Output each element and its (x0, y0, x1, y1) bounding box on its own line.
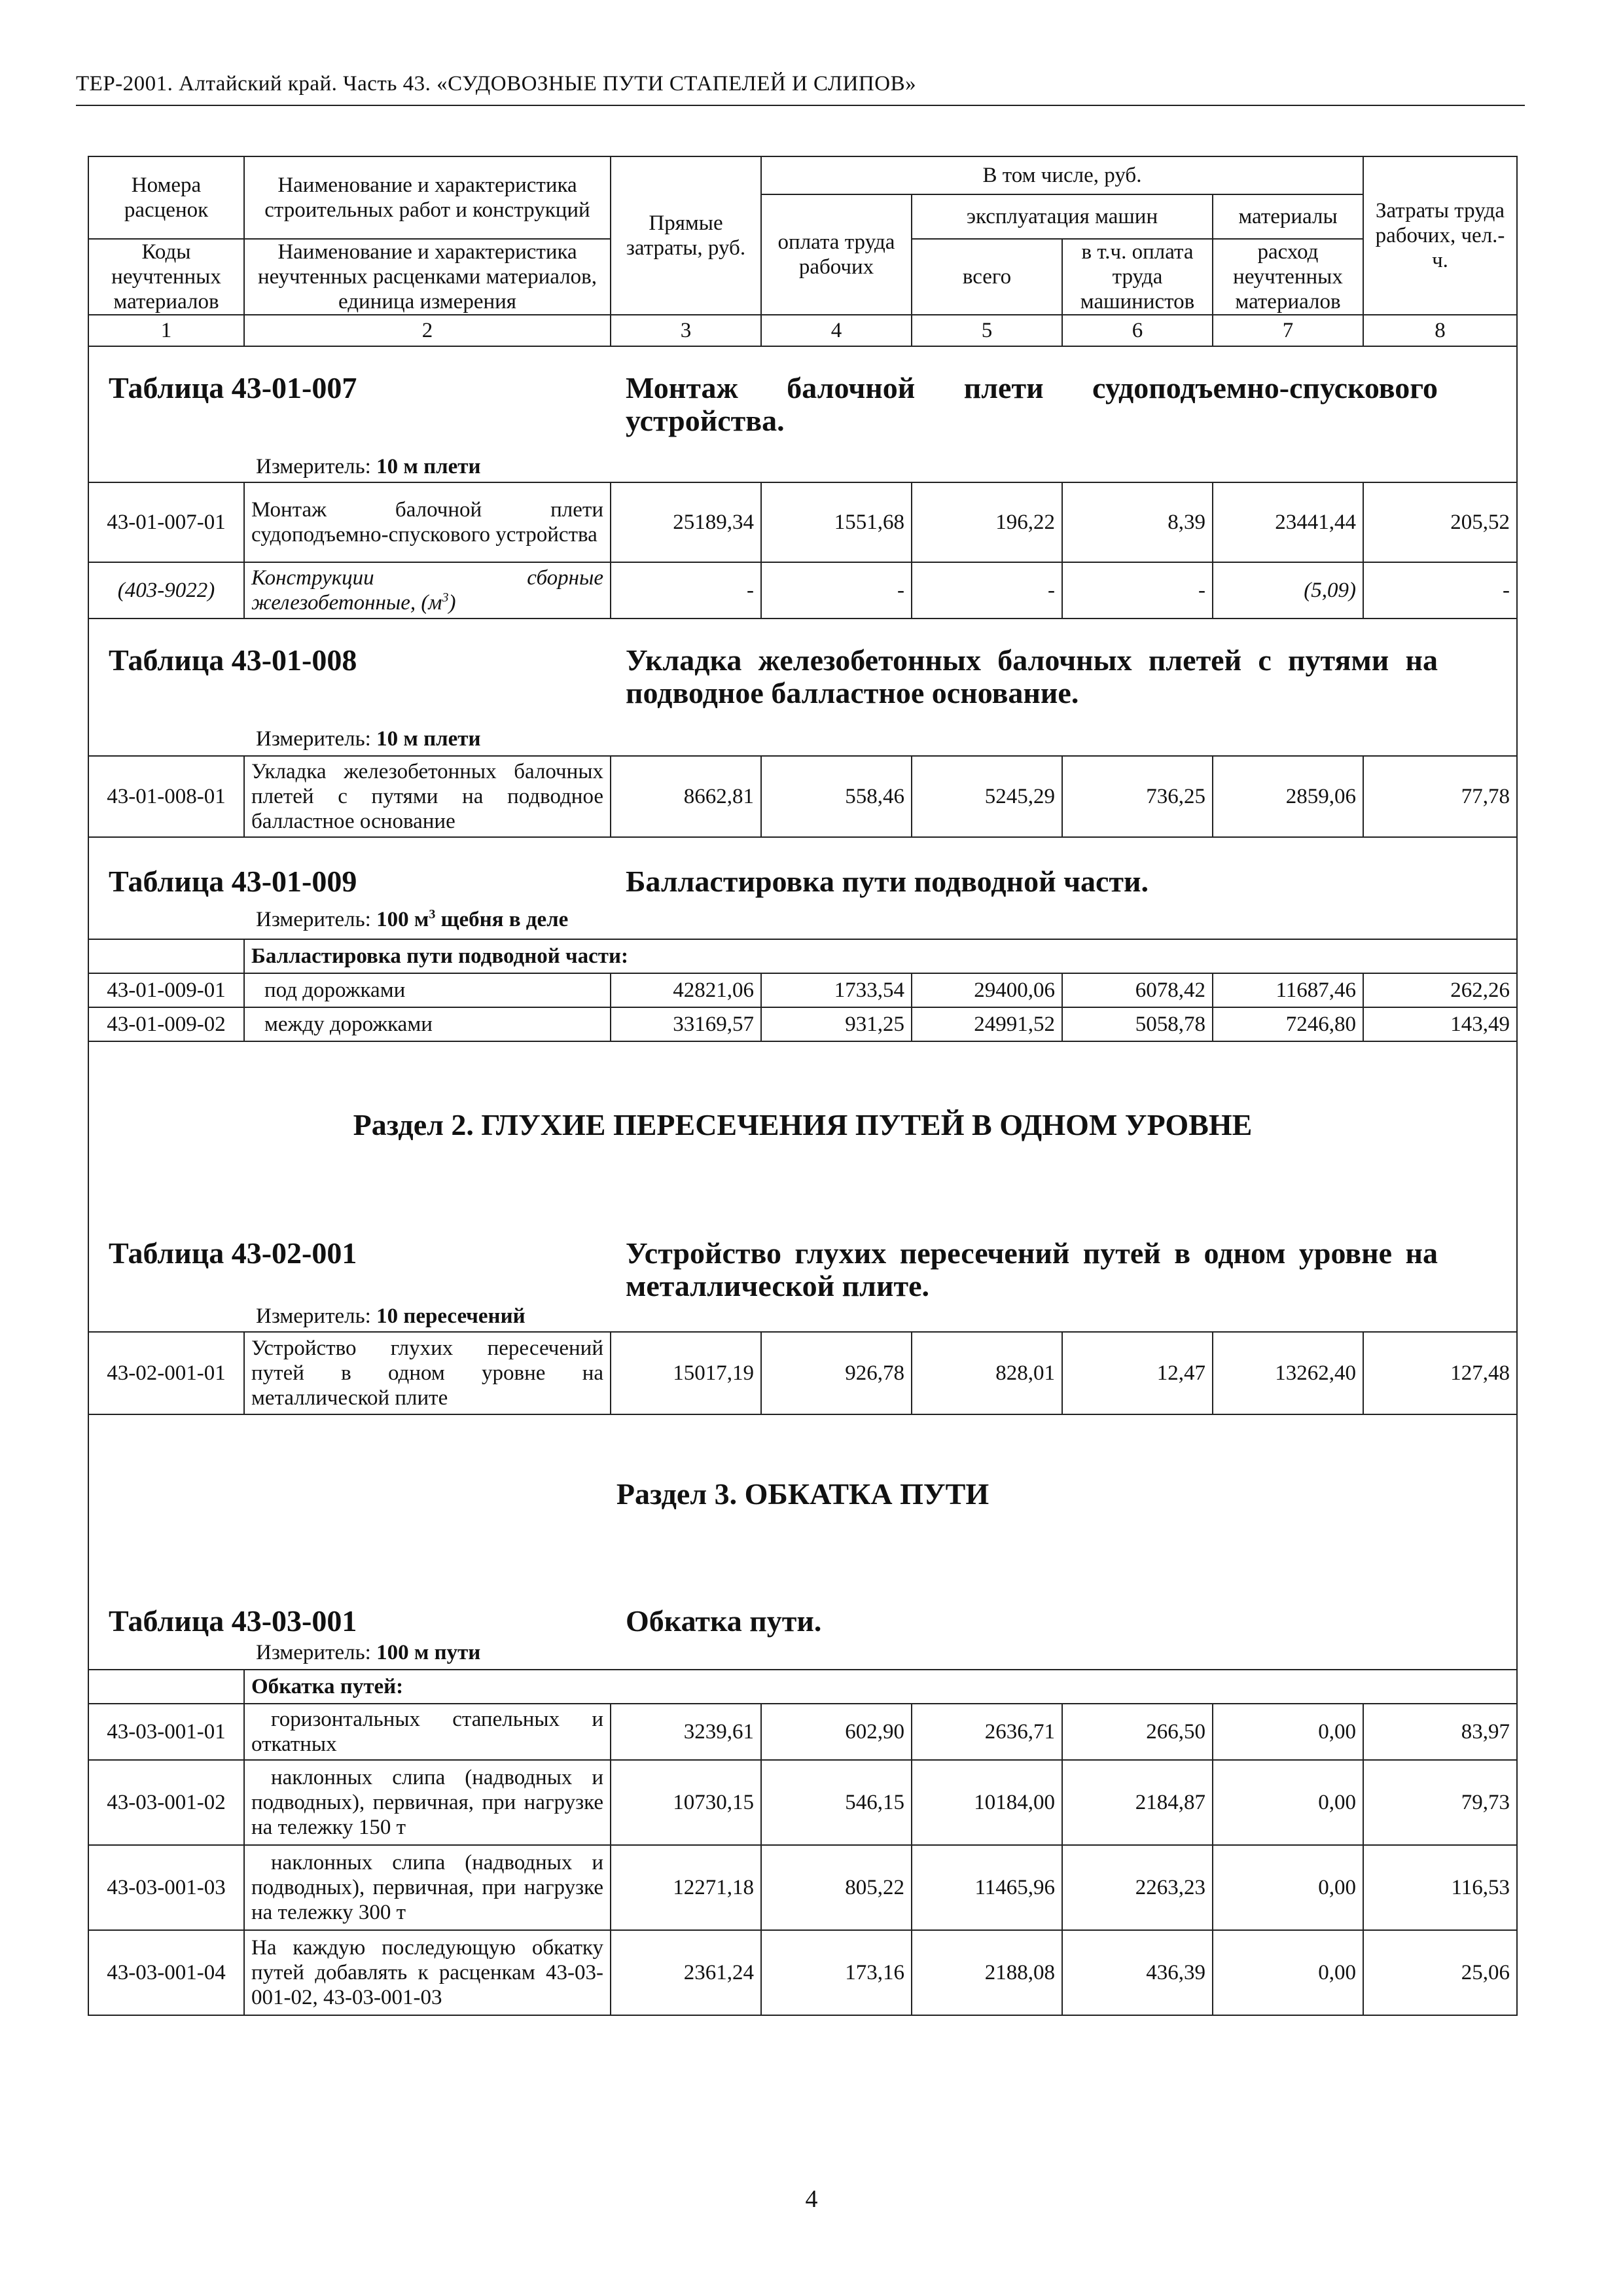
labor-costs: 205,52 (1363, 482, 1517, 562)
page-number: 4 (805, 2185, 818, 2213)
worker-pay: 602,90 (761, 1704, 912, 1760)
table-subheading: Балластировка пути подводной части: (244, 939, 1517, 973)
rate-description: Укладка железобетонных балочных плетей с путями на подводное балластное основание (244, 756, 611, 837)
machinist-pay: 2184,87 (1062, 1760, 1213, 1845)
section-heading-row (88, 1414, 1517, 1670)
machinist-pay: 436,39 (1062, 1930, 1213, 2015)
direct-costs: - (611, 562, 761, 619)
rate-code: 43-03-001-04 (88, 1930, 244, 2015)
labor-costs: 83,97 (1363, 1704, 1517, 1760)
direct-costs: 15017,19 (611, 1332, 761, 1414)
col-total: всего (912, 239, 1062, 315)
direct-costs: 42821,06 (611, 973, 761, 1007)
col-rate-numbers: Номера расценок (88, 156, 244, 239)
rate-code: 43-01-009-01 (88, 973, 244, 1007)
table-meter: Измеритель: 100 $м^3$ щебня в деле (256, 907, 569, 931)
rate-code: 43-03-001-02 (88, 1760, 244, 1845)
machinist-pay: 6078,42 (1062, 973, 1213, 1007)
machine-total: 828,01 (912, 1332, 1062, 1414)
column-numbers-row (88, 315, 1517, 346)
col-worker-pay: оплата труда рабочих (761, 194, 912, 315)
col-labor-costs: Затраты труда рабочих, чел.-ч. (1363, 156, 1517, 315)
col-name: Наименование и характеристика строительных работ и конструкций (244, 156, 611, 239)
machine-total: 29400,06 (912, 973, 1062, 1007)
materials-value: 23441,44 (1213, 482, 1363, 562)
table-row (88, 482, 1517, 562)
col-including: В том числе, руб. (761, 156, 1363, 194)
header-divider (76, 105, 1525, 106)
rate-code: 43-01-009-02 (88, 1007, 244, 1041)
labor-costs: 143,49 (1363, 1007, 1517, 1041)
machinist-pay: 8,39 (1062, 482, 1213, 562)
labor-costs: 127,48 (1363, 1332, 1517, 1414)
direct-costs: 8662,81 (611, 756, 761, 837)
rate-code: 43-03-001-01 (88, 1704, 244, 1760)
machine-total: 5245,29 (912, 756, 1062, 837)
rates-table (88, 156, 1518, 2016)
machine-total: 196,22 (912, 482, 1062, 562)
rate-description: горизонтальных стапельных и откатных (244, 1704, 611, 1760)
table-row (88, 1930, 1517, 2015)
machine-total: 11465,96 (912, 1845, 1062, 1930)
column-number: 4 (761, 315, 912, 346)
rate-description: наклонных слипа (надводных и подводных), первичная, при нагрузке на тележку 300 т (244, 1845, 611, 1930)
direct-costs: 2361,24 (611, 1930, 761, 2015)
col-unaccounted-codes: Коды неучтенных материалов (88, 239, 244, 315)
column-number: 2 (244, 315, 611, 346)
rate-code: 43-01-008-01 (88, 756, 244, 837)
table-row (88, 1332, 1517, 1414)
column-number: 8 (1363, 315, 1517, 346)
table-title: Обкатка пути. (626, 1604, 822, 1638)
materials-value: 0,00 (1213, 1845, 1363, 1930)
table-label: Таблица 43-03-001 (109, 1604, 357, 1638)
subheading-row (88, 1670, 1517, 1704)
labor-costs: 262,26 (1363, 973, 1517, 1007)
rate-description: На каждую последующую обкатку путей добавлять к расценкам 43-03-001-02, 43-03-001-03 (244, 1930, 611, 2015)
materials-value: 13262,40 (1213, 1332, 1363, 1414)
col-materials: материалы (1213, 194, 1363, 239)
materials-value: 0,00 (1213, 1704, 1363, 1760)
labor-costs: 79,73 (1363, 1760, 1517, 1845)
rate-description: Монтаж балочной плети судоподъемно-спускового устройства (244, 482, 611, 562)
column-number: 1 (88, 315, 244, 346)
rate-code: 43-02-001-01 (88, 1332, 244, 1414)
rate-description: между дорожками (244, 1007, 611, 1041)
table-label: Таблица 43-01-008 (109, 643, 357, 677)
table-title: Монтаж балочной плети судоподъемно-спускового устройства. (626, 371, 1438, 437)
labor-costs: 25,06 (1363, 1930, 1517, 2015)
machinist-pay: - (1062, 562, 1213, 619)
direct-costs: 12271,18 (611, 1845, 761, 1930)
col-direct-costs: Прямые затраты, руб. (611, 156, 761, 315)
worker-pay: 805,22 (761, 1845, 912, 1930)
section-title: Раздел 2. ГЛУХИЕ ПЕРЕСЕЧЕНИЯ ПУТЕЙ В ОДНОМ УРОВНЕ (353, 1108, 1253, 1141)
rate-description: Устройство глухих пересечений путей в одном уровне на металлической плите (244, 1332, 611, 1414)
rate-description: под дорожками (244, 973, 611, 1007)
table-title: Устройство глухих пересечений путей в одном уровне на металлической плите. (626, 1236, 1438, 1302)
materials-value: 11687,46 (1213, 973, 1363, 1007)
rate-code: 43-03-001-03 (88, 1845, 244, 1930)
machinist-pay: 736,25 (1062, 756, 1213, 837)
worker-pay: 926,78 (761, 1332, 912, 1414)
section-title: Раздел 3. ОБКАТКА ПУТИ (616, 1477, 990, 1511)
column-number: 3 (611, 315, 761, 346)
material-consumption: (5,09) (1213, 562, 1363, 619)
subheading-row (88, 939, 1517, 973)
col-material-consumption: расход неучтенных материалов (1213, 239, 1363, 315)
worker-pay: 558,46 (761, 756, 912, 837)
direct-costs: 3239,61 (611, 1704, 761, 1760)
machinist-pay: 2263,23 (1062, 1845, 1213, 1930)
material-code: (403-9022) (88, 562, 244, 619)
materials-value: 2859,06 (1213, 756, 1363, 837)
table-meter: Измеритель: 100 м пути (256, 1641, 481, 1664)
table-meter: Измеритель: 10 м плети (256, 455, 481, 478)
column-number: 7 (1213, 315, 1363, 346)
rate-description: наклонных слипа (надводных и подводных), первичная, при нагрузке на тележку 150 т (244, 1760, 611, 1845)
labor-costs: - (1363, 562, 1517, 619)
labor-costs: 77,78 (1363, 756, 1517, 837)
machinist-pay: 5058,78 (1062, 1007, 1213, 1041)
table-label: Таблица 43-02-001 (109, 1236, 357, 1270)
col-machinist-pay: в т.ч. оплата труда машинистов (1062, 239, 1213, 315)
table-heading-row (88, 837, 1517, 939)
table-title: Укладка железобетонных балочных плетей с путями на подводное балластное основание. (626, 643, 1438, 709)
worker-pay: - (761, 562, 912, 619)
machine-total: 24991,52 (912, 1007, 1062, 1041)
table-label: Таблица 43-01-007 (109, 371, 357, 404)
worker-pay: 173,16 (761, 1930, 912, 2015)
table-row (88, 1845, 1517, 1930)
material-description: Конструкции сборные железобетонные, $(м^3)$ (244, 562, 611, 619)
machine-total: 10184,00 (912, 1760, 1062, 1845)
machinist-pay: 12,47 (1062, 1332, 1213, 1414)
table-heading-row (88, 346, 1517, 482)
table-row (88, 756, 1517, 837)
column-number: 5 (912, 315, 1062, 346)
machine-total: - (912, 562, 1062, 619)
direct-costs: 33169,57 (611, 1007, 761, 1041)
machinist-pay: 266,50 (1062, 1704, 1213, 1760)
table-meter: Измеритель: 10 пересечений (256, 1304, 526, 1328)
table-row (88, 1007, 1517, 1041)
rate-code: 43-01-007-01 (88, 482, 244, 562)
table-row (88, 1704, 1517, 1760)
col-unaccounted-name: Наименование и характеристика неучтенных расценками материалов, единица измерения (244, 239, 611, 315)
worker-pay: 931,25 (761, 1007, 912, 1041)
table-label: Таблица 43-01-009 (109, 865, 357, 898)
materials-value: 0,00 (1213, 1760, 1363, 1845)
direct-costs: 10730,15 (611, 1760, 761, 1845)
machine-total: 2188,08 (912, 1930, 1062, 2015)
material-row (88, 562, 1517, 619)
page-header: ТЕР-2001. Алтайский край. Часть 43. «СУДОВОЗНЫЕ ПУТИ СТАПЕЛЕЙ И СЛИПОВ» (76, 72, 917, 96)
table-subheading: Обкатка путей: (244, 1670, 1517, 1704)
machine-total: 2636,71 (912, 1704, 1062, 1760)
labor-costs: 116,53 (1363, 1845, 1517, 1930)
table-row (88, 973, 1517, 1007)
worker-pay: 1733,54 (761, 973, 912, 1007)
materials-value: 7246,80 (1213, 1007, 1363, 1041)
table-row (88, 1760, 1517, 1845)
table-meter: Измеритель: 10 м плети (256, 727, 481, 751)
table-heading-row (88, 619, 1517, 756)
worker-pay: 546,15 (761, 1760, 912, 1845)
worker-pay: 1551,68 (761, 482, 912, 562)
materials-value: 0,00 (1213, 1930, 1363, 2015)
section-heading-row (88, 1041, 1517, 1332)
table-title: Балластировка пути подводной части. (626, 865, 1149, 898)
header-row-1 (88, 156, 1517, 194)
column-number: 6 (1062, 315, 1213, 346)
direct-costs: 25189,34 (611, 482, 761, 562)
col-machine-operation: эксплуатация машин (912, 194, 1213, 239)
